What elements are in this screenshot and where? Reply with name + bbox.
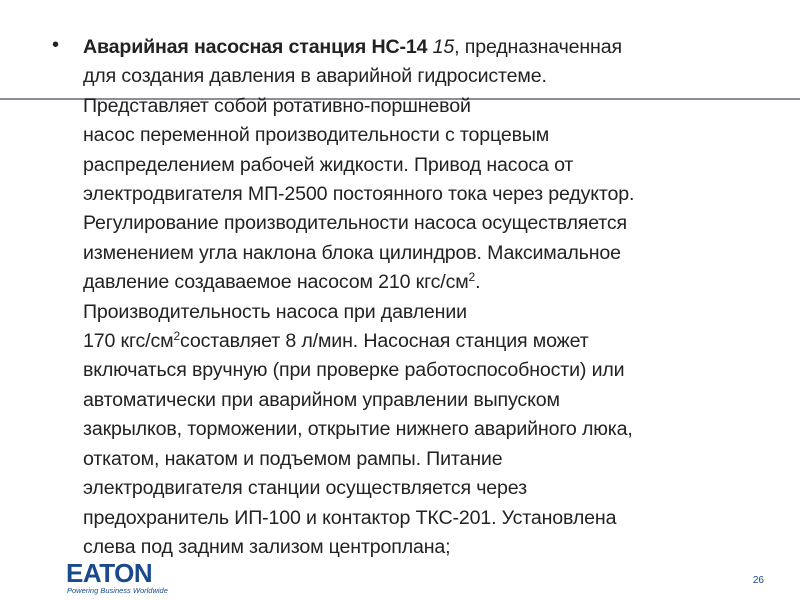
bullet-icon: • (52, 34, 60, 56)
text-line: Регулирование производительности насоса осуществляется (83, 212, 628, 235)
text-line: закрылков, торможении, открытие нижнего аварийного люка, (83, 418, 633, 441)
logo-tagline: Powering Business Worldwide (67, 586, 168, 595)
logo-wordmark: EATON (66, 558, 153, 588)
text-line: изменением угла наклона блока цилиндров. Максимальное (83, 241, 621, 264)
text-line: слева под задним зализом центроплана; (83, 535, 451, 558)
eaton-logo (66, 560, 166, 596)
text-line: 170 кгс/$см^2составляет$ 8 л/мин. Насосная станция может (83, 329, 589, 353)
text-line: для создания давления в аварийной гидросистеме. (83, 65, 547, 88)
superscript: 2 (173, 329, 180, 344)
text-line: включаться вручную (при проверке работоспособности) или (83, 359, 625, 382)
text-line: Производительность насоса при давлении (83, 300, 467, 323)
text-line: электродвигателя станции осуществляется через (83, 477, 527, 500)
page-number: 26 (752, 575, 764, 586)
text-line: откатом, накатом и подъемом рампы. Питание (83, 447, 503, 470)
text-line: Представляет собой ротативно-поршневой (83, 94, 471, 117)
superscript: 2 (468, 270, 476, 285)
station-name: Аварийная насосная станция НС-14 (83, 36, 428, 58)
text-line: предохранитель ИП-100 и контактор ТКС-201. Установлена (83, 506, 617, 529)
text-line: давление создаваемое насосом 210 кгс/$см^2$. (83, 270, 481, 294)
text-line: автоматически при аварийном управлении выпуском (83, 388, 560, 411)
text-line: Аварийная насосная станция НС-14 15, предназначенная (83, 36, 622, 58)
text-line: электродвигателя МП-2500 постоянного тока через редуктор. (83, 183, 635, 206)
body-text (83, 33, 742, 562)
bullet-item (52, 33, 742, 562)
text-line: распределением рабочей жидкости. Привод насоса от (83, 153, 574, 176)
text-line: насос переменной производительности с торцевым (83, 124, 550, 147)
station-index: 15 (432, 36, 455, 58)
